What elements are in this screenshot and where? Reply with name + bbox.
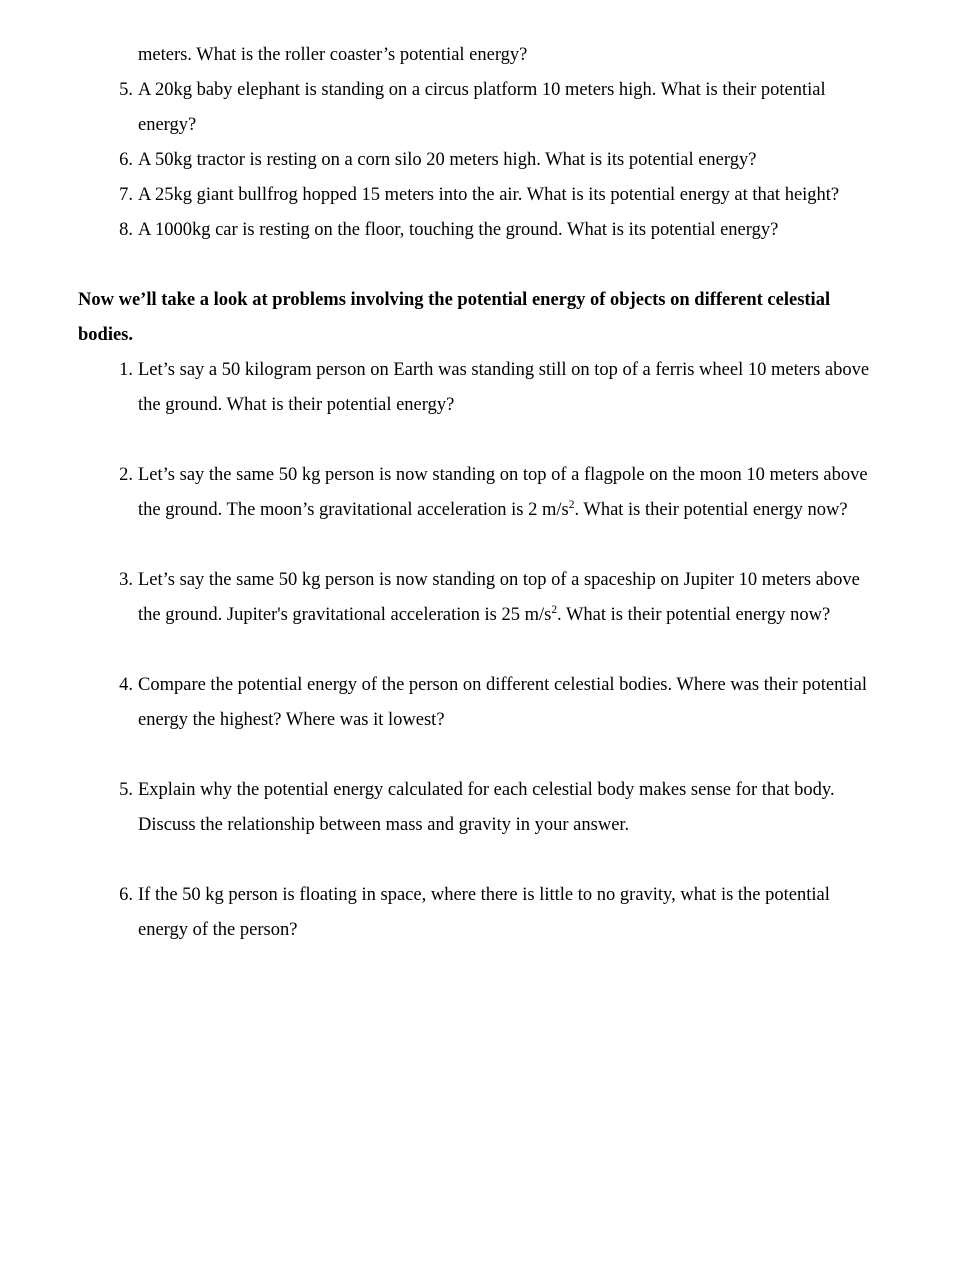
list-item-text: A 50kg tractor is resting on a corn silo 20 meters high. What is its potential energy? <box>138 150 757 170</box>
list-item-text: Compare the potential energy of the person on different celestial bodies. Where was their potential energy the highest? Where was it lowest? <box>138 675 867 730</box>
list-item-text: Let’s say a 50 kilogram person on Earth was standing still on top of a ferris wheel 10 meters above the ground. What is their potential energy? <box>138 360 870 415</box>
list-item <box>78 773 882 843</box>
list-item-number: 5. <box>119 780 133 800</box>
list-item-number: 6. <box>119 150 133 170</box>
superscript-exponent: 2 <box>551 603 558 616</box>
list-item-number: 8. <box>119 220 133 240</box>
section-heading: Now we’ll take a look at problems involving the potential energy of objects on different celestial bodies. <box>78 290 831 345</box>
document-content <box>78 38 882 983</box>
question-list-celestial <box>78 353 882 948</box>
list-item-number: 7. <box>119 185 133 205</box>
list-item-number: 5. <box>119 80 133 100</box>
list-item-text-part: Let’s say the same 50 kg person is now standing on top of a spaceship on Jupiter 10 meters above the ground. Jupiter's gravitational acceleration is 25 m/s <box>138 570 860 625</box>
list-item <box>78 458 882 528</box>
list-item <box>78 563 882 633</box>
list-item-text <box>138 563 882 633</box>
list-item-text: A 20kg baby elephant is standing on a circus platform 10 meters high. What is their potential energy? <box>138 80 826 135</box>
list-item <box>78 878 882 948</box>
list-item-text: If the 50 kg person is floating in space, where there is little to no gravity, what is the potential energy of the person? <box>138 885 830 940</box>
list-item-number: 6. <box>119 885 133 905</box>
list-item-number: 4. <box>119 675 133 695</box>
list-item-text <box>138 458 882 528</box>
list-item <box>78 213 882 248</box>
list-item <box>78 178 882 213</box>
list-item <box>78 353 882 423</box>
list-item-number: 3. <box>119 570 133 590</box>
superscript-exponent: 2 <box>568 498 575 511</box>
question-list-basic <box>78 73 882 248</box>
list-item-text-part: Let’s say the same 50 kg person is now standing on top of a flagpole on the moon 10 meters above the ground. The moon’s gravitational acceleration is 2 m/s <box>138 465 868 520</box>
list-item-text: A 25kg giant bullfrog hopped 15 meters into the air. What is its potential energy at that height? <box>138 185 840 205</box>
carryover-line: meters. What is the roller coaster’s potential energy? <box>138 45 528 65</box>
list-item <box>78 73 882 143</box>
spacer <box>78 248 882 283</box>
list-item-text: A 1000kg car is resting on the floor, touching the ground. What is its potential energy? <box>138 220 779 240</box>
list-item-text-part: . What is their potential energy now? <box>574 500 848 520</box>
list-item-number: 2. <box>119 465 133 485</box>
list-item-text-part: . What is their potential energy now? <box>557 605 831 625</box>
list-item-text: Explain why the potential energy calculated for each celestial body makes sense for that body. Discuss the relationship between mass and gravity in your answer. <box>138 780 835 835</box>
list-item-number: 1. <box>119 360 133 380</box>
list-item <box>78 143 882 178</box>
list-item <box>78 668 882 738</box>
